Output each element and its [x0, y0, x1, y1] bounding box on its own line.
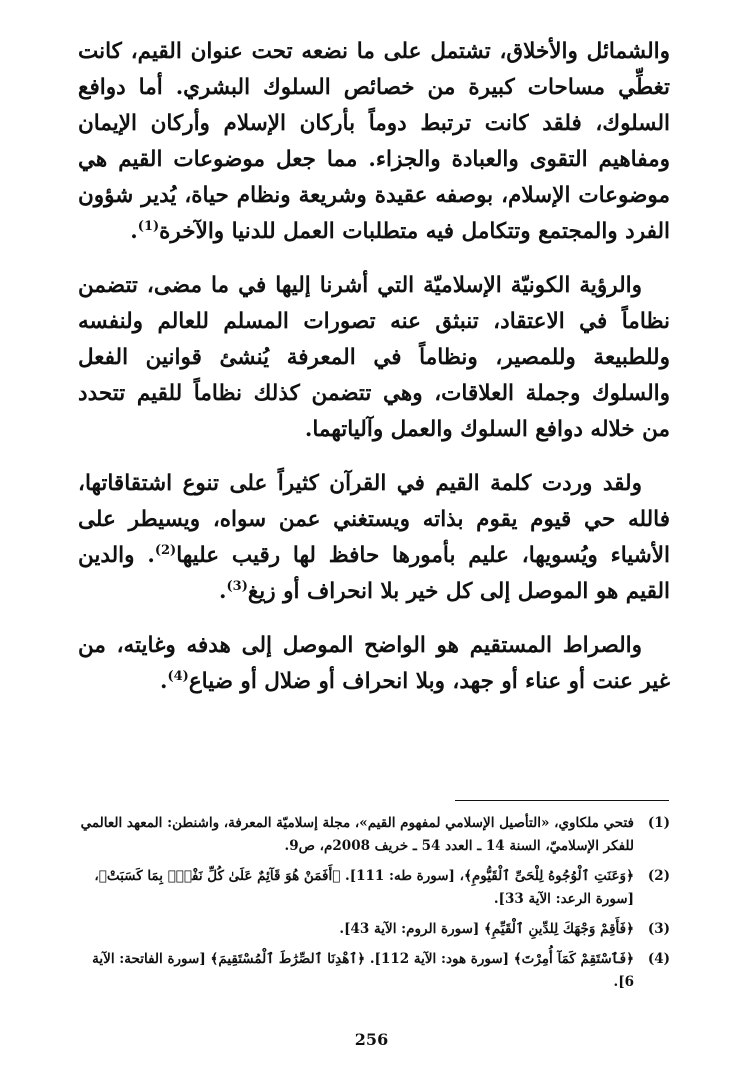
paragraph-4-text: والصراط المستقيم هو الواضح الموصل إلى هدفه وغايته، من غير عنت أو عناء أو جهد، وبلا انحراف أو ضلال أو ضياع — [78, 633, 670, 694]
footnote-3 — [78, 918, 670, 941]
footnote-text: ﴿وَعَنَتِ ٱلْوُجُوهُ لِلْحَىِّ ٱلْقَيُّومِ﴾، [سورة طه: 111]. ﴿أَفَمَنْ هُوَ قَآئِمٌ عَلَىٰ كُلِّ نَفْسٍۭ بِمَا كَسَبَتْ﴾، [سورة الرعد: الآية 33]. — [94, 868, 634, 907]
paragraph-3-tail: . والدين القيم هو الموصل إلى كل خير بلا انحراف أو زيغ — [78, 543, 670, 604]
paragraph-1-text: والشمائل والأخلاق، تشتمل على ما نضعه تحت عنوان القيم، كانت تغطِّي مساحات كبيرة من خصائص السلوك البشري. أما دوافع السلوك، فلقد كانت ترتبط دوماً بأركان الإسلام وأركان الإيمان ومفاهيم التقوى والعبادة والجزاء. مما جعل موضوعات القيم هي موضوعات الإسلام، بوصفه عقيدة وشريعة ونظام حياة، يُدير شؤون الفرد والمجتمع وتتكامل فيه متطلبات العمل للدنيا والآخرة — [78, 39, 670, 244]
paragraph-4 — [78, 628, 670, 700]
footnote-4 — [78, 948, 670, 994]
paragraph-1 — [78, 34, 670, 250]
footnote-separator — [455, 800, 669, 801]
footnote-ref-3[interactable]: (3) — [226, 578, 248, 594]
footnote-text: ﴿فَأَقِمْ وَجْهَكَ لِلدِّينِ ٱلْقَيِّمِ﴾ [سورة الروم: الآية 43]. — [339, 921, 634, 937]
footnote-number: (1) — [647, 815, 670, 831]
paragraph-2 — [78, 268, 670, 448]
footnotes — [78, 812, 670, 1001]
paragraph-2-text: والرؤية الكونيّة الإسلاميّة التي أشرنا إليها في ما مضى، تتضمن نظاماً في الاعتقاد، تنبثق عنه تصورات المسلم للعالم ولنفسه وللطبيعة وللمصير، ونظاماً في المعرفة يُنشئ قوانين الفعل والسلوك وجملة العلاقات، وهي تتضمن كذلك نظاماً للقيم تتحدد من خلاله دوافع السلوك والعمل وآلياتهما. — [78, 273, 670, 442]
body-text — [78, 34, 670, 718]
footnote-text: فتحي ملكاوي، «التأصيل الإسلامي لمفهوم القيم»، مجلة إسلاميّة المعرفة، واشنطن: المعهد العالمي للفكر الإسلاميّ، السنة 14 ـ العدد 54 ـ خريف 2008م، ص9. — [80, 815, 634, 854]
paragraph-3-tail2: . — [218, 579, 227, 604]
paragraph-1-tail: . — [130, 219, 138, 244]
page-number: 256 — [354, 1030, 389, 1049]
footnote-number: (2) — [647, 868, 670, 884]
paragraph-3-text: ولقد وردت كلمة القيم في القرآن كثيراً على تنوع اشتقاقاتها، فالله حي قيوم يقوم بذاته ويستغني عمن سواه، ويسيطر على الأشياء ويُسويها، عليم بأمورها حافظ لها رقيب عليها — [78, 471, 671, 568]
footnote-ref-2[interactable]: (2) — [154, 542, 177, 558]
footnote-number: (3) — [647, 921, 670, 937]
footnote-2 — [78, 865, 670, 911]
footnote-number: (4) — [647, 951, 670, 967]
paragraph-4-tail: . — [159, 669, 168, 694]
footnote-text: ﴿فَٱسْتَقِمْ كَمَآ أُمِرْتَ﴾ [سورة هود: الآية 112]. ﴿ٱهْدِنَا ٱلصِّرَٰطَ ٱلْمُسْتَقِيمَ﴾ [سورة الفاتحة: الآية 6]. — [92, 951, 634, 990]
paragraph-3 — [78, 466, 670, 610]
footnote-ref-4[interactable]: (4) — [167, 668, 189, 684]
footnote-ref-1[interactable]: (1) — [137, 218, 160, 234]
footnote-1 — [78, 812, 670, 858]
